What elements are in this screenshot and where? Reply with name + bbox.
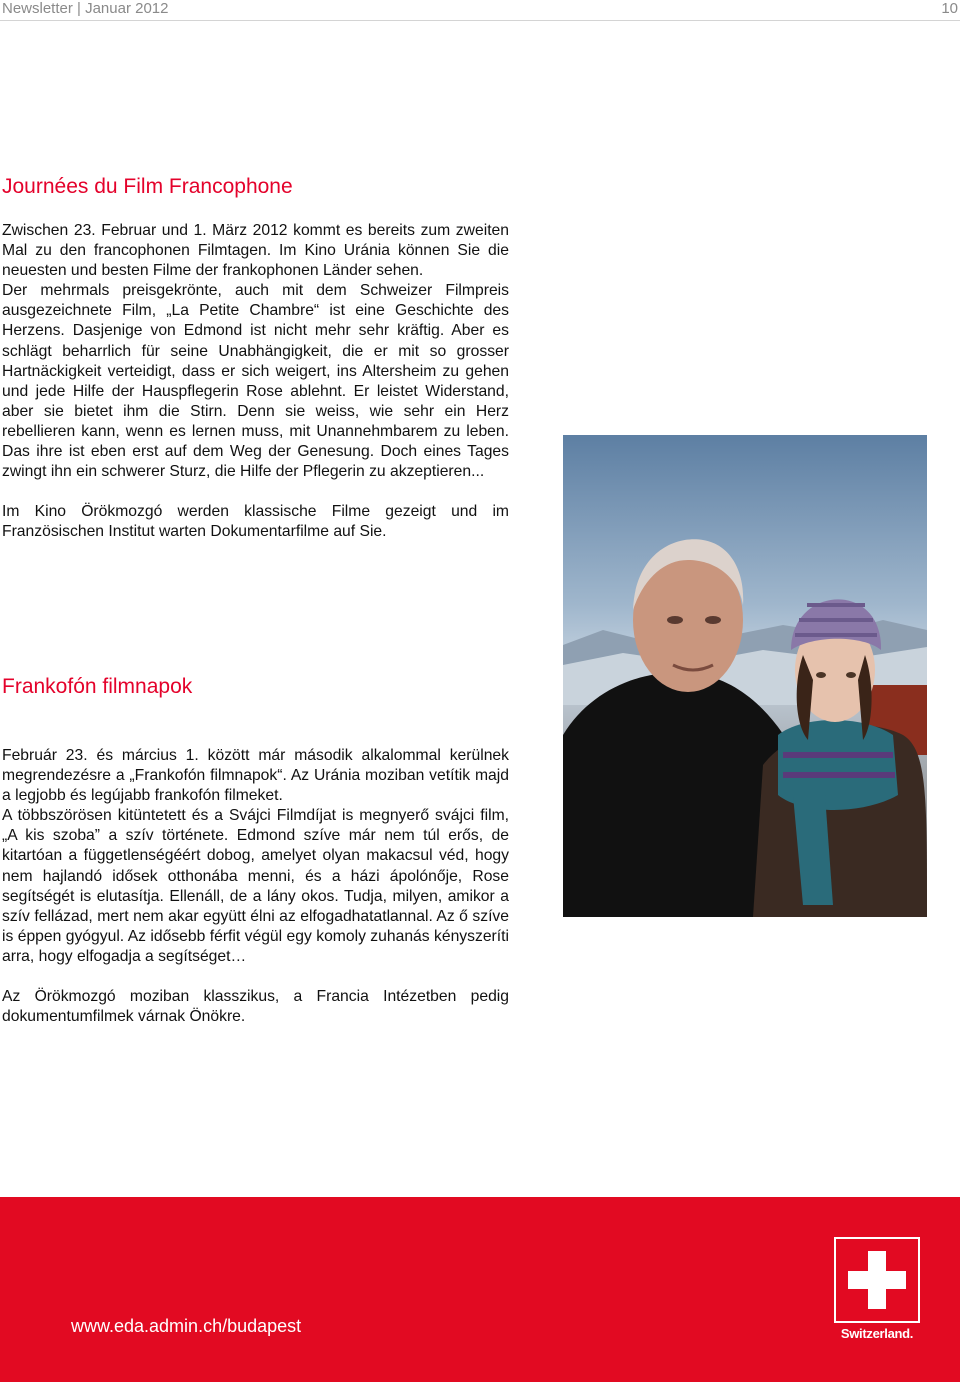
page-number: 10 xyxy=(941,0,958,17)
paragraph: A többszörösen kitüntetett és a Svájci Filmdíjat is megnyerő svájci film, „A kis szoba” a szív története. Edmond szíve már nem túl erős, de kitartóan a függetlenségéért dobog, amelyet olyan makacsul véd, hogy nem hajlandó idősek otthonába menni, és a házi ápolónője, Rose segítségét is elutasítja. Ellenáll, de a lány okos. Tudja, milyen, amikor a szív fellázad, mert nem akar együtt élni az elfogadhatatlannal. Az ő szíve is éppen gyógyul. Az idősebb férfit végül egy komoly zuhanás kényszeríti arra, hogy elfogadja a segítséget… xyxy=(2,807,509,965)
newsletter-title: Newsletter | Januar 2012 xyxy=(2,0,169,17)
film-still-image xyxy=(563,435,927,917)
section-body-german xyxy=(2,221,509,542)
section-heading-journees: Journées du Film Francophone xyxy=(2,175,293,198)
switzerland-logo xyxy=(834,1237,920,1344)
paragraph: Im Kino Örökmozgó werden klassische Filme gezeigt und im Französischen Institut warten Dokumentarfilme auf Sie. xyxy=(2,503,509,541)
paragraph: Az Örökmozgó moziban klasszikus, a Francia Intézetben pedig dokumentumfilmek várnak Önökre. xyxy=(2,988,509,1026)
paragraph: Zwischen 23. Februar und 1. März 2012 kommt es bereits zum zweiten Mal zu den francophonen Filmtagen. Im Kino Uránia können Sie die neuesten und besten Filme der frankophonen Länder sehen. xyxy=(2,222,509,280)
swiss-cross-icon xyxy=(834,1237,920,1323)
paragraph: Der mehrmals preisgekrönte, auch mit dem Schweizer Filmpreis ausgezeichnete Film, „La Petite Chambre“ ist eine Geschichte des Herzens. Dasjenige von Edmond ist nicht mehr sehr kräftig. Aber es schlägt beharrlich für seine Unabhängigkeit, die er mit so grosser Hartnäckigkeit verteidigt, dass er sich weigert, ins Altersheim zu gehen und jede Hilfe der Hauspflegerin Rose ablehnt. Er leistet Widerstand, aber sie bietet ihm die Stirn. Denn sie weiss, wie sehr ein Herz rebellieren kann, wenn es lernen muss, mit Unannehmbarem zu leben. Das ihre ist eben erst auf dem Weg der Genesung. Doch eines Tages zwingt ihn ein schwerer Sturz, die Hilfe der Pflegerin zu akzeptieren... xyxy=(2,282,509,481)
page-footer xyxy=(0,1197,960,1382)
section-heading-frankofon: Frankofón filmnapok xyxy=(2,675,193,698)
paragraph: Február 23. és március 1. között már második alkalommal kerülnek megrendezésre a „Frankofón filmnapok“. Az Uránia moziban vetítik majd a legjobb és legújabb frankofón filmeket. xyxy=(2,747,509,805)
section-body-hungarian xyxy=(2,746,509,1027)
logo-wordmark: Switzerland. xyxy=(840,1326,914,1341)
website-link[interactable]: www.eda.admin.ch/budapest xyxy=(71,1316,302,1336)
page-header xyxy=(0,0,960,21)
